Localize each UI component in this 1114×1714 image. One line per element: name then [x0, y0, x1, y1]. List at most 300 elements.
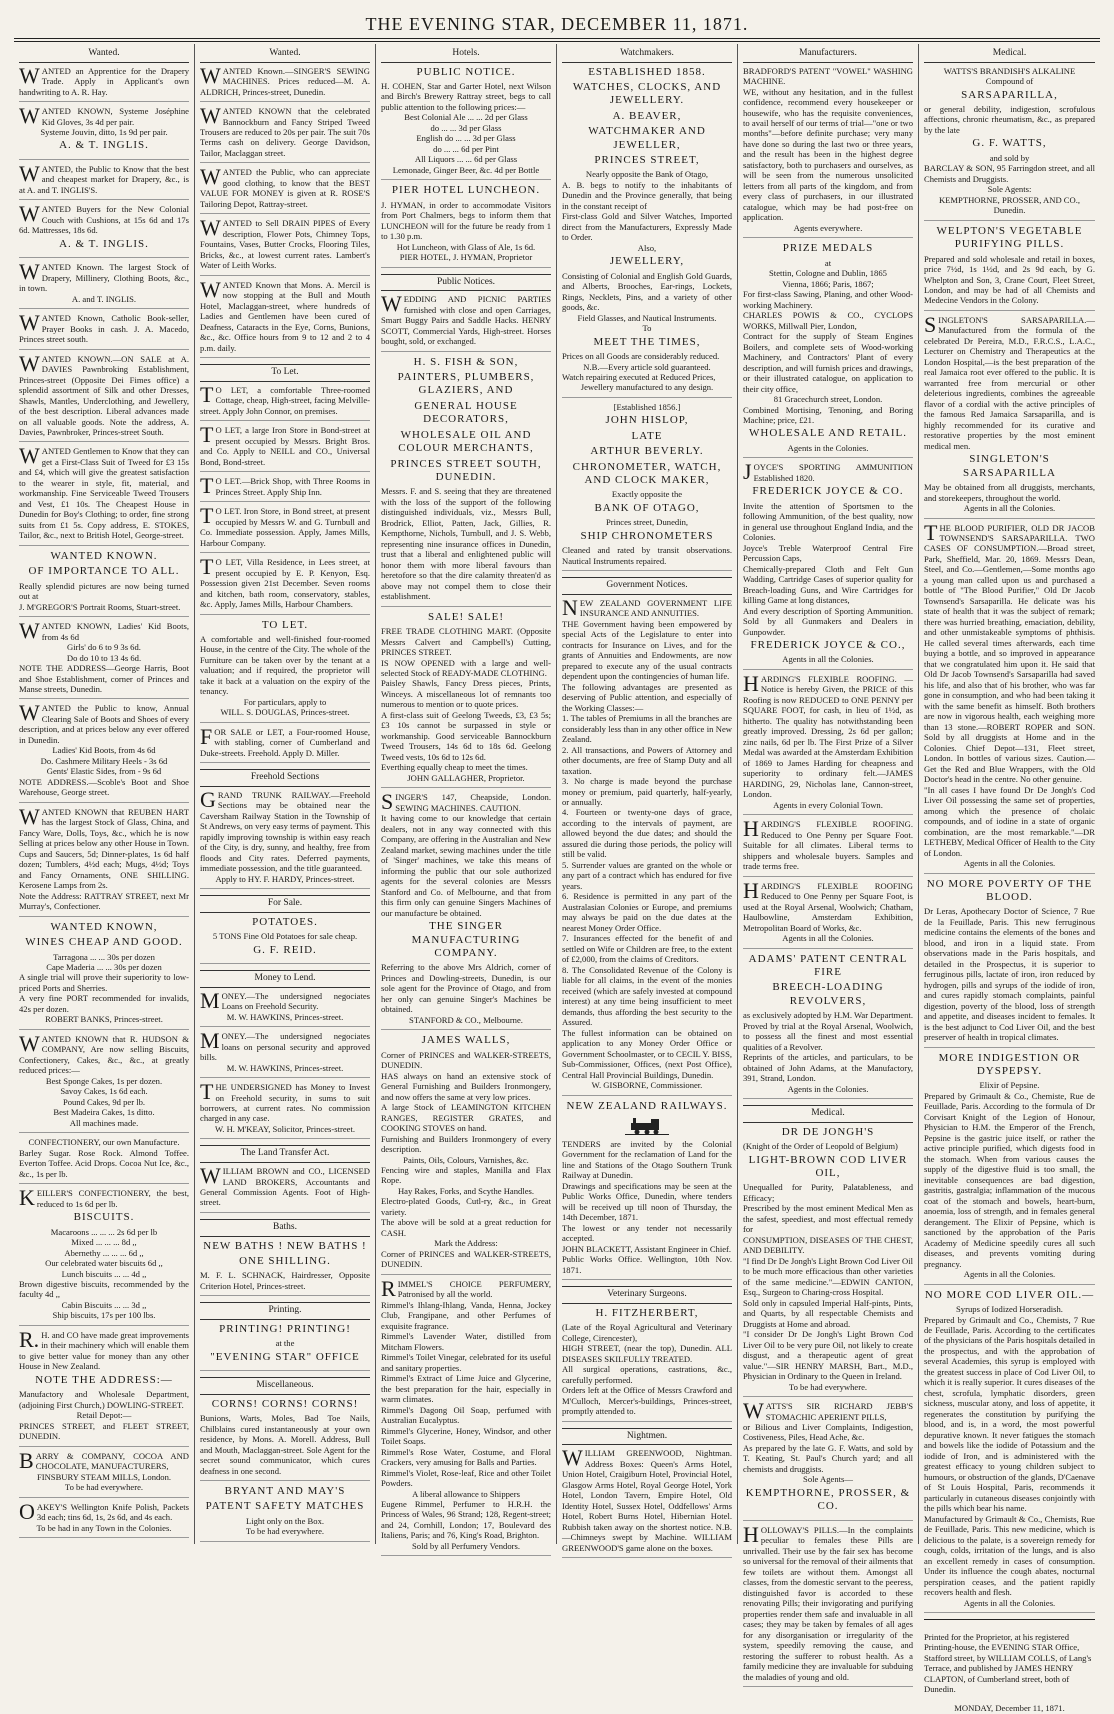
advertisement [381, 1034, 551, 1275]
advertisement [200, 1028, 370, 1078]
advertisement-lead: NEW ZEALAND GOVERNMENT LIFE INSURANCE AND ANNUITIES. [562, 594, 732, 620]
advertisement-line: PRINCES STREET, [594, 154, 700, 167]
advertisement-line: 5 TONS Fine Old Potatoes for sale cheap. [212, 931, 358, 942]
advertisement-line: WATCHES, CLOCKS, AND JEWELLERY. [572, 80, 722, 107]
advertisement-line: First-class Gold and Silver Watches, Imported direct from the Manufacturers, Expressly Made to Order. [562, 211, 732, 243]
advertisement [381, 184, 551, 267]
advertisement-lead: WANTED to Sell DRAIN PIPES of Every description, Flower Pots, Chimney Tops, Fountains, Vases, Butter Crocks, Flooring Tiles, Bricks, &c., at lowest current rates. Lambert's Water of Leith Works. [200, 215, 370, 271]
advertisement-lead: H. FITZHERBERT, [595, 1306, 699, 1319]
advertisement-lead: BRYANT AND MAY'S [224, 1485, 346, 1498]
advertisement-line: Agents in all the Colonies. [782, 654, 874, 665]
section-heading: For Sale. [200, 895, 370, 913]
advertisement-line: 2. All transactions, and Powers of Attorney and other documents, are free of Stamp Duty and all taxation. [562, 744, 732, 776]
advertisement-lead: NEW BATHS ! NEW BATHS ! [203, 1239, 367, 1252]
advertisement-line: Nearly opposite the Bank of Otago, [585, 169, 709, 180]
advertisement-lead: WANTED KNOWN, [50, 920, 158, 933]
advertisement-line: FREDERICK JOYCE & CO. [752, 485, 904, 498]
advertisement-line: ONE SHILLING. [239, 1254, 331, 1267]
advertisement-line: Mark the Address: [434, 1238, 498, 1249]
advertisement-line: A large Stock of LEAMINGTON KITCHEN RANGES, REGISTER GRATES, and COOKING STOVES on hand. [381, 1102, 551, 1134]
advertisement-lead: WANTED Gentlemen to Know that they can get a First-Class Suit of Tweed for £3 15s and £4, which will give the greatest satisfaction to the wearer in style, fit, material, and workmanship. Fine Serviceable Tweed Trousers and Vest, £1 10s. The Cheapest House in Dunedin for Boy's Clothing; to order, fine strong suits from £1 5s. Copy address, E. STOKES, Tailor, &c., next to British Hotel, George-street. [19, 443, 189, 541]
advertisement-lead: WANTED Known that Mons. A. Mercil is now stopping at the Bull and Mouth Hotel, Maclaggan-street, where hundreds of Ladies and Gentlemen have been cured of Deafness, Cataracts in the Eye, Corns, Bunions, &c., &c. Office hours from 9 to 12 and 2 to 4 p.m. daily. [200, 276, 370, 353]
advertisement-line: Mixed ... ... ... 8d ,, [71, 1237, 137, 1248]
advertisement-lead: NO MORE POVERTY OF THE BLOOD. [926, 877, 1093, 903]
advertisement-line: Ship biscuits, 17s per 100 lbs. [52, 1310, 156, 1321]
advertisement [19, 803, 189, 917]
advertisement-line: Consisting of Colonial and English Gold Guards, and Alberts, Brooches, Ear-rings, Lockets, Rings, Necklets, Pins, and a variety of other goods, &c. [562, 270, 732, 313]
advertisement-line: Corner of PRINCES and WALKER-STREETS, DUNEDIN. [381, 1049, 551, 1071]
advertisement-line: Hot Luncheon, with Glass of Ale, 1s 6d. [396, 241, 536, 252]
section-heading: Freehold Sections [200, 769, 370, 787]
advertisement-lead: WANTED KNOWN.—ON SALE at A. DAVIES Pawnbroking Establishment, Princes-street (Opposite Dei Fimes office) a splendid assortment of Silk and other Dresses, Shawls, Mantles, Underclothing, and Jewellery, of the best description. Liberal advances made on all valuable goods. Note the address, A. Davies, Pawnbroker, Princes-street South. [19, 350, 189, 437]
advertisement [381, 66, 551, 181]
advertisement-line: THE Government having been empowered by special Acts of the Legislature to enter into contracts for Insurance on Lives, and for the grants of Annuities and Endowments, are now prepared to execute any of the usual contracts dependent upon the contingencies of human life. [562, 618, 732, 682]
advertisement-line: NOTE THE ADDRESS—George Harris, Boot and Shoe Establishment, corner of Princes and Manse streets, Dunedin. [19, 663, 189, 694]
advertisement [381, 611, 551, 789]
advertisement-lead: HARDING'S FLEXIBLE ROOFING. —Notice is hereby Given, the PRICE of this Roofing is now REDUCED to ONE PENNY per SQUARE FOOT, for cash, in lieu of 1½d, as hitherto. The quality has notwithstanding been greatly improved. Dressing, 2s 6d per gallon; zinc nails, 6d per lb. The First Prize of a Silver Medal was awarded at the Amsterdam Exhibition of 1869 to James Harding for cheapness and superiority to ordinary felt.—JAMES HARDING, 29, Nicholas lane, Cannon-street, London. [743, 670, 913, 800]
advertisement-line: at the [275, 1338, 295, 1349]
masthead-rule-secondary [14, 41, 1100, 42]
section-heading: Wanted. [200, 48, 370, 63]
advertisement-line: G. F. REID. [253, 943, 317, 956]
advertisement-line: For first-class Sawing, Planing, and other Wood-working Machinery. [743, 289, 913, 310]
advertisement [200, 1240, 370, 1297]
advertisement-lead: GRAND TRUNK RAILWAY.—Freehold Sections may be obtained near the Caversham Railway Station in the Township of St Andrews, on very easy terms of payment. This rapidly improving township is within easy reach of the City, is dry, sunny, and healthy, free from floods and City rates. Deferred payments, immediate possession, and the title guaranteed. [200, 786, 370, 874]
advertisement-line: LATE [631, 429, 663, 442]
advertisement-line: (Late of the Royal Agricultural and Veterinary College, Cirencester), [562, 1322, 732, 1343]
advertisement-lead: CORNS! CORNS! CORNS! [211, 1397, 359, 1410]
advertisement-line: 81 Gracechurch street, London. [773, 394, 883, 405]
advertisement-line: M. W. HAWKINS, Princes-street. [226, 1062, 344, 1073]
advertisement-line: BISCUITS. [73, 1211, 135, 1224]
advertisement [200, 554, 370, 614]
advertisement-line: Everthing equally cheap to meet the times. [381, 762, 528, 773]
advertisement-lead: HARDING'S FLEXIBLE ROOFING Reduced to One Penny per Square Foot, is used at the Royal Arsenal, Woolwich; Chatham, Haulbowline, Amsterdam Exhibition, Metropolitan Board of Works, &c. [743, 877, 913, 933]
advertisement-lead: WANTED, the Public to Know that the best and cheapest market for Drapery, &c., is at A. and T. INGLIS'S. [19, 160, 189, 195]
advertisement [924, 66, 1095, 221]
locomotive-icon [623, 1117, 671, 1135]
advertisement-line: JOHN HISLOP, [605, 414, 689, 427]
advertisement-line: WILL. S. DOUGLAS, Princes-street. [220, 707, 350, 718]
advertisement-lead: ADAMS' PATENT CENTRAL FIRE [748, 952, 908, 978]
advertisement-line: KEMPTHORNE, PROSSER, & CO. [745, 1486, 911, 1513]
advertisement-line: W. GISBORNE, Commissioner. [591, 1080, 703, 1091]
advertisement-line: Rimmel's Toilet Vinegar, celebrated for its useful and sanitary properties. [381, 1352, 551, 1373]
advertisement-line: Retail Depot:— [76, 1410, 132, 1421]
advertisement-line: Agents everywhere. [793, 222, 863, 233]
advertisement [19, 1030, 189, 1133]
advertisement [743, 242, 913, 458]
advertisement-line: Savoy Cakes, 1s 6d each. [60, 1086, 148, 1097]
section-heading: Medical. [924, 48, 1095, 63]
advertisement-lead: FOR SALE or LET, a Four-roomed House, with stabling, corner of Cumberland and Duke-streets. Freehold. Apply D. Miller. [200, 723, 370, 758]
advertisement-line: A. B. begs to notify to the inhabitants of Dunedin and the Province generally, that being in the constant receipt of [562, 179, 732, 211]
advertisement [200, 1079, 370, 1139]
advertisement-line: Tarragona ... ... 30s per dozen [53, 951, 155, 962]
advertisement-line: Syrups of Iodized Horseradish. [956, 1304, 1063, 1315]
advertisement-line: Agents in all the Colonies. [963, 1269, 1056, 1280]
advertisement [200, 723, 370, 763]
advertisement-columns [14, 44, 1100, 1714]
advertisement-line: Prepared by Grimault and Co., Chemists, 7 Rue de Feuillade, Paris. According to the certificates of the physicians of the Paris hospitals detailed in the prospectus, and with the approbation of several Academies, this syrup is employed with the greatest success in place of Cod Liver Oil, to which it is really superior. It cures diseases of the chest, scrofula, lymphatic disorders, green sickness, muscular atony, and loss of appetite, it regenerates the constitution by purifying the blood, and is, in a word, the most powerful depurative known. It never fatigues the stomach and bowels like the iodide of Potassium and the iodide of Iron, and is administered with the greatest efficacy to young children subject to humours, or obstruction of the glands, D'Caenave of St Louis Hospital, Paris, recommends it particularly in cutaneous diseases conjointly with the pills which bear his name. [924, 1314, 1095, 1514]
advertisement [200, 916, 370, 964]
advertisement [19, 921, 189, 1030]
advertisement-line: HAS always on hand an extensive stock of General Furnishing and Builders Ironmongery, and now offers the same at very low prices. [381, 1070, 551, 1102]
column-6 [919, 44, 1100, 1714]
advertisement-lead: MONEY.—The undersigned negociates Loans on Freehold Security. [200, 987, 370, 1013]
advertisement-lead: SINGLETON'S SARSAPARILLA.—Manufactured from the formula of the celebrated Dr Pereira, M.D., F.R.C.S., L.A.C., Lecturer on Chemistry and Therapeutics at the London Hospital,—is the best preparation of the real Jamaica root ever offered to the public. It is warranted free from mercurial or other deleterious ingredients, combines the agreeable flavor of a cordial with the active principles of the famous Red Jamaica Sarsaparilla, and is highly recommended for its curative and restorative properties by the most eminent medical men. [924, 311, 1095, 451]
advertisement-line: A first-class suit of Geelong Tweeds, £3, £3 5s; £3 10s cannot be surpassed in style or workmanship. Good serviceable Bannockburn Tweed Trousers, 14s 6d to 18s 6d. Geelong Tweed vests, 10s 6d to 12s 6d. [381, 709, 551, 762]
advertisement-lead: WANTED KNOWN, Ladies' Kid Boots, from 4s 6d [19, 618, 189, 644]
advertisement [200, 276, 370, 358]
advertisement-line: Manufactory and Wholesale Department, (adjoining First Church,) DOWLING-STREET. [19, 1389, 189, 1410]
advertisement-line: Do. Cashmere Military Heels - 3s 6d [40, 755, 168, 766]
advertisement-line: Cape Maderia ... ... 30s per dozen [46, 961, 162, 972]
advertisement-line: W. H. M'KEAY, Solicitor, Princes-street. [214, 1123, 356, 1134]
advertisement-lead: KEILLER'S CONFECTIONERY, the best, reduced to 1s 6d per lb. [19, 1185, 189, 1211]
advertisement [19, 1137, 189, 1184]
advertisement-line: SARSAPARILLA, [961, 88, 1058, 101]
advertisement [19, 62, 189, 102]
advertisement-line: SHIP CHRONOMETERS [580, 529, 714, 542]
advertisement-lead: TO LET. [261, 618, 309, 631]
advertisement-line: "EVENING STAR" OFFICE [210, 1350, 360, 1363]
section-heading: Veterinary Surgeons. [562, 1286, 732, 1304]
advertisement-line: at [824, 257, 832, 268]
column-3 [376, 44, 557, 1551]
advertisement [200, 215, 370, 275]
advertisement [19, 350, 189, 443]
advertisement-line: BREECH-LOADING REVOLVERS, [772, 981, 884, 1007]
section-heading: The Land Transfer Act. [200, 1145, 370, 1163]
advertisement-line: Sole Agents: [987, 184, 1032, 195]
advertisement-line: GENERAL HOUSE DECORATORS, [414, 399, 518, 426]
advertisement-line: Apply to HY. F. HARDY, Princes-street. [215, 873, 355, 884]
advertisement [924, 1052, 1095, 1285]
advertisement-line: A liberal allowance to Shippers [412, 1488, 520, 1499]
section-heading: Watchmakers. [562, 48, 732, 63]
advertisement-line: Paisley Shawls, Fancy Dress pieces, Prints, Winceys. A miscellaneous lot of remnants too numerous to mention or to quote prices. [381, 678, 551, 710]
advertisement [743, 459, 913, 670]
advertisement-lead: WANTED KNOWN that R. HUDSON & COMPANY, Are now selling Biscuits, Confectionery, Cakes, &c., &c., at greatly reduced prices:— [19, 1030, 189, 1076]
advertisement-lead: TO LET.—Brick Shop, with Three Rooms in Princes Street. Apply Ship Inn. [200, 473, 370, 499]
advertisement-line: Agents in the Colonies. [787, 442, 869, 453]
advertisement-lead: DR DE JONGH'S [781, 1125, 875, 1138]
advertisement-line: Paints, Oils, Colours, Varnishes, &c. [403, 1154, 529, 1165]
advertisement-line: do ... ... 3d per Glass [430, 122, 502, 133]
advertisement-line: Prescribed by the most eminent Medical Men as the safest, speediest, and most effectual remedy for [743, 1203, 913, 1235]
advertisement-lead: H. S. FISH & SON, [413, 355, 519, 368]
advertisement-lead: JAMES WALLS, [421, 1034, 511, 1047]
advertisement-line: Rimmel's Dagong Oil Soap, perfumed with Australian Eucalyptus. [381, 1404, 551, 1426]
advertisement-line: as exclusively adopted by H.M. War Department. Proved by trial at the Royal Arsenal, Woolwich, to possess all the finest and most essential qualities of a Revolver. [743, 1010, 913, 1052]
advertisement-line: PRINCES STREET SOUTH, DUNEDIN. [390, 457, 542, 483]
advertisement-lead: WELPTON'S VEGETABLE PURIFYING PILLS. [936, 224, 1083, 251]
advertisement-line: JOHN GALLAGHER, Proprietor. [407, 772, 525, 783]
advertisement-line: Our celebrated water biscuits 6d ,, [45, 1258, 163, 1269]
advertisement-lead: WEDDING AND PICNIC PARTIES furnished with close and open Carriages, Smart Buggy Pairs and Saddle Hacks. HENRY SCOTT, Commercial Yards, High-street. Horses bought, sold, or exchanged. [381, 291, 551, 347]
advertisement-line: As prepared by the late G. F. Watts, and sold by T. Keating, St. Paul's Church yard; and all chemists and druggists. [743, 1442, 913, 1474]
advertisement-line: Orders left at the Office of Messrs Crawford and M'Culloch, Mercer's-buildings, Princes-street, promptly attended to. [562, 1385, 732, 1417]
advertisement-line: J. M'GREGOR'S Portrait Rooms, Stuart-street. [19, 601, 181, 612]
section-heading: Government Notices. [562, 577, 732, 595]
advertisement-line: do ... ... 6d per Pint [433, 143, 499, 154]
advertisement-line: Macaroons ... ... ... 2s 6d per lb [50, 1226, 158, 1237]
advertisement [200, 381, 370, 421]
advertisement-line: Watch repairing executed at Reduced Prices, [562, 371, 716, 382]
advertisement [19, 618, 189, 699]
advertisement-line: Do do 10 to 13 4s 6d. [66, 652, 142, 663]
advertisement [19, 201, 189, 258]
advertisement-line: Really splendid pictures are now being turned out at [19, 580, 189, 602]
column-1 [14, 44, 195, 1544]
advertisement [743, 1126, 913, 1397]
advertisement-line: English do ... ... 3d per Glass [416, 133, 516, 144]
advertisement-line: Cleaned and rated by transit observations. Nautical Instruments repaired. [562, 545, 732, 566]
advertisement-line: or general debility, indigestion, scrofulous affections, chronic rheumatism, &c., as prepared by the late [924, 103, 1095, 135]
newspaper-masthead: THE EVENING STAR, DECEMBER 11, 1871. [365, 14, 749, 34]
advertisement-line: Corner of PRINCES and WALKER-STREETS, DUNEDIN. [381, 1248, 551, 1270]
advertisement-line: M. W. HAWKINS, Princes-street. [226, 1011, 344, 1022]
advertisement-lead: RIMMEL'S CHOICE PERFUMERY, Patronised by all the world. [381, 1275, 551, 1301]
advertisement [381, 291, 551, 351]
advertisement-line: The following advantages are presented as deserving of Public attention, and especially of the Working Classes:— [562, 681, 732, 713]
advertisement-line: ARTHUR BEVERLY. [590, 445, 704, 458]
advertisement [19, 103, 189, 160]
advertisement-line: Best Colonial Ale ... ... 2d per Glass [404, 112, 528, 123]
advertisement [19, 1185, 189, 1326]
advertisement-line: PRINCES STREET, and FLEET STREET, DUNEDIN. [19, 1420, 189, 1442]
advertisement-line: Field Glasses, and Nautical Instruments. [577, 312, 717, 323]
advertisement-line: For particulars, apply to [243, 696, 327, 707]
advertisement-lead: WANTED Known, Catholic Book-seller, Prayer Books in cash. J. A. Macedo, Princes street south. [19, 310, 189, 345]
advertisement-line: Contract for the supply of Steam Engines Boilers, and complete sets of Wood-working Machinery, and Contractors' Plant of every description, and will furnish prices and drawings, or their illustrated catalogue, on application to their city office, [743, 331, 913, 394]
advertisement [381, 1275, 551, 1557]
advertisement-line: STANFORD & CO., Melbourne. [409, 1014, 523, 1025]
advertisement-lead: WILLIAM BROWN and CO., LICENSED LAND BROKERS, Accountants and General Commission Agents. Foot of High-street. [200, 1163, 370, 1208]
advertisement-line: 7. Insurances effected for the benefit of and settled on Wife or Children are free, to the extent of £2,000, from the claims of Creditors. [562, 933, 732, 965]
advertisement [743, 816, 913, 876]
advertisement [924, 878, 1095, 1048]
advertisement-line: WHOLESALE OIL AND COLOUR MERCHANTS, [398, 428, 534, 455]
advertisement [200, 1485, 370, 1542]
advertisement [19, 1326, 189, 1447]
advertisement-line: Referring to the above Mrs Aldrich, corner of Princes and Dowling-streets, Dunedin, is our sole agent for the Province of Otago, and from her only can genuine Singer's Machines be obtained. [381, 962, 551, 1015]
advertisement-line: Fencing wire and staples, Manilla and Flax Rope. [381, 1164, 551, 1186]
advertisement-line: N.B.—Every article sold guaranteed. [583, 361, 711, 372]
advertisement-line: May be obtained from all druggists, merchants, and storekeepers, throughout the world. [924, 482, 1095, 503]
advertisement-lead: PUBLIC NOTICE. [416, 65, 516, 78]
advertisement-lead: WANTED KNOWN. [50, 549, 158, 562]
advertisement-line: FREDERICK JOYCE & CO., [750, 639, 906, 652]
advertisement [562, 1307, 732, 1422]
advertisement-line: Stettin, Cologne and Dublin, 1865 [769, 268, 887, 279]
advertisement-line: MEET THE TIMES, [593, 335, 701, 348]
advertisement [19, 700, 189, 802]
advertisement-lead: BARRY & COMPANY, COCOA AND CHOCOLATE, MANUFACTURERS, [19, 1447, 189, 1473]
advertisement [562, 1445, 732, 1558]
advertisement [743, 1521, 913, 1687]
advertisement-lead: WANTED KNOWN that REUBEN HART has the largest Stock of Glass, China, and Fancy Ware, Dolls, Toys, &c., which he is now Selling at prices below any other House in Town. Cups and Saucers, 5d; Dinner-plates, 1s 6d half dozen; Tumblers, 4½d each; Mugs, 4½d; Toys and Fancy Ornaments, ONE SHILLING. Kerosene Lamps from 2s. [19, 803, 189, 891]
advertisement-line: Agents in every Colonial Town. [773, 799, 883, 810]
advertisement-lead: WANTED the Public, who can appreciate good clothing, to know that the BEST VALUE FOR MONEY is given at R. ROSE'S Tailoring Depot, Rattray-street. [200, 164, 370, 209]
advertisement-lead: THE BLOOD PURIFIER, OLD DR JACOB TOWNSEND'S SARSAPARILLA. TWO CASES OF CONSUMPTION.—Broad street, Park, Sheffield, Mar. 20, 1869. Messrs Dean, Steel, and Co.—Gentlemen,—Some months ago a young man called upon us and purchased a bottle of "The Blood Purifier," Old Dr Jacob Townsend's Sarsaparilla. He delicate was his state of health that it was the subject of remark; there was hurried breathing, emaciation, debility, and other unmistakeable symptoms of phthisis. He called several times afterwards, each time buying a bottle, and so improved in appearance that we congratulated him upon it. He said that Old Dr Jacob Townsend's Sarsaparilla had saved his life, and also that of his brother, who was far gone in consumption, and who had been taking it with the same benefit as himself. Both brothers are now in vigorous health, each weighing more than 13 stone.—ROBERT ROPER and SON. Sold by all druggists at Home and in the Colonies. Chief Depot—131, Fleet street, London. In bottles of various sizes. Caution.—Get the Red and Blue Wrappers, with the Old Doctor's head in the centre. No other genuine. [924, 519, 1095, 785]
advertisement-line: Hay Rakes, Forks, and Scythe Handles. [397, 1185, 535, 1196]
advertisement-lead: JOYCE'S SPORTING AMMUNITION Established 1820. [743, 459, 913, 485]
advertisement-line: A very fine PORT recommended for invalids, 42s per dozen. [19, 993, 189, 1014]
advertisement-lead: PIER HOTEL LUNCHEON. [391, 184, 541, 197]
advertisement-line: WHOLESALE AND RETAIL. [749, 427, 907, 440]
advertisement-line: Furnishing and Builders Ironmongery of every description. [381, 1133, 551, 1155]
advertisement-line: Sole Agents— [803, 1474, 853, 1485]
advertisement-lead: TO LET, Villa Residence, in Lees street, at present occupied by E. P. Kenyon, Esq. Possession given 21st December. Seven rooms and kitchen, bath room, conservatory, stables, &c. Apply, James Mills, Harbour Chambers. [200, 554, 370, 610]
advertisement-line: WATCHMAKER AND JEWELLER, [588, 125, 706, 151]
advertisement-line: NOTE ADDRESS.—Scoble's Boot and Shoe Warehouse, George street. [19, 776, 189, 798]
advertisement [19, 259, 189, 309]
advertisement-line: Manufactured by Grimault & Co., Chemists, Rue de Feuillade, Paris. This new medicine, which is delicious to the palate, is a sovereign remedy for cough, colds, irritation of the lungs, and is also an excellent remedy in cases of consumption. Under its influence the cough abates, nocturnal perspiration ceases, and the patient rapidly recovers health and flesh. [924, 1513, 1095, 1598]
advertisement-line: Note the Address: RATTRAY STREET, next Mr Murray's, Confectioner. [19, 890, 189, 912]
advertisement-line: Electro-plated Goods, Cutl-ry, &c., in Great variety. [381, 1196, 551, 1217]
advertisement-line: Brown digestive biscuits, recommended by the faculty 4d ,, [19, 1278, 189, 1300]
advertisement-line: A single trial will prove their superiority to low-priced Ports and Sherries. [19, 972, 189, 993]
advertisement [19, 1447, 189, 1498]
advertisement-line: 1. The tables of Premiums in all the branches are considerably less than in any other office in New Zealand. [562, 713, 732, 745]
section-heading: To Let. [200, 364, 370, 382]
advertisement-line: JOHN BLACKETT, Assistant Engineer in Chief. [562, 1243, 732, 1254]
advertisement-line: A. & T. INGLIS. [59, 237, 149, 250]
advertisement [562, 1100, 732, 1281]
advertisement-line: Agents in all the Colonies. [782, 933, 874, 944]
advertisement-lead: WANTED KNOWN, Systeme Joséphine Kid Gloves, 3s 4d per pair. [19, 103, 189, 129]
advertisement [200, 473, 370, 502]
advertisement-line: The above will be sold at a great reduction for CASH. [381, 1217, 551, 1238]
advertisement-line: WINES CHEAP AND GOOD. [25, 936, 183, 949]
advertisement-line: The lowest or any tender not necessarily accepted. [562, 1222, 732, 1244]
advertisement-line: To be had everywhere. [64, 1482, 144, 1493]
advertisement [924, 519, 1095, 874]
advertisement-lead: WANTED the Public to know, Annual Clearing Sale of Boots and Shoes of every description, and at prices below any ever offered in Dunedin. [19, 700, 189, 745]
section-heading: Miscellaneous. [200, 1377, 370, 1395]
section-heading: Printing. [200, 1302, 370, 1320]
advertisement-line: "I consider Dr De Jongh's Light Brown Cod Liver Oil to be very pure Oil, not likely to create disgust, and a therapeutic agent of great value."—SIR HENRY MARSH, Bart., M.D., Physician in Ordinary to the Queen in Ireland. [743, 1329, 913, 1382]
advertisement-line: Chemically-prepared Cloth and Felt Gun Wadding, Cartridge Cases of superior quality for Breach-loading Guns, and Wire Cartridges for killing Game at long distances, [743, 563, 913, 606]
advertisement [562, 594, 733, 1096]
column-5 [738, 44, 919, 1682]
advertisement-line: Princes street, Dunedin, [605, 517, 689, 528]
advertisement-line: All Liquors ... ... 6d per Glass [414, 154, 518, 165]
advertisement-line: A comfortable and well-finished four-roomed House, in the centre of the City. The whole of the Furniture can be taken over by the tenant at a valuation; and if required, the proprietor will take it back at a valuation on the expiry of the tenancy. [200, 633, 370, 697]
advertisement-line: Abernethy ... ... ... 6d ,, [64, 1247, 144, 1258]
advertisement-lead: MONEY.—The undersigned negociates loans on personal security and approved bills. [200, 1028, 370, 1063]
advertisement-line: Rimmel's Glycerine, Honey, Windsor, and other Toilet Soaps. [381, 1425, 551, 1447]
advertisement [200, 422, 370, 472]
advertisement-line: Cabin Biscuits ... ... 3d ,, [61, 1299, 147, 1310]
advertisement-lead: CONFECTIONERY, our own Manufacture. [28, 1137, 180, 1148]
advertisement-line: It having come to our knowledge that certain dealers, not in any way connected with this Company, are offering in the Australian and New Zealand market, sewing machines under the title of 'Singer' machines, we take this means of informing the public that our sole authorized agents for the several colonies are Messrs Stanford and Co. of Melbourne, and that from this firm only can genuine Singers Machines of our manufacture be obtained. [381, 813, 551, 918]
advertisement-line: Prices on all Goods are considerably reduced. [562, 351, 720, 362]
advertisement-line: 5. Surrender values are granted on the whole or any part of a contract which has endured for five years. [562, 859, 732, 891]
advertisement [19, 443, 189, 545]
advertisement-lead: MORE INDIGESTION OR DYSPEPSY. [938, 1051, 1081, 1078]
advertisement-line: Bunions, Warts, Moles, Bad Toe Nails, Chilblains cured instantaneously at your own residence, by Mons. A. Morell. Address, Bull and Mouth, Maclaggan-street. Sole Agent for the secret sound communicator, which cures deafness in one second. [200, 1413, 370, 1476]
advertisement-line: H. COHEN, Star and Garter Hotel, next Wilson and Birch's Brewery Rattray street, begs to call public attention to the following prices:— [381, 80, 551, 112]
advertisement-line: 4. Fourteen or twenty-one days of grace, according to the intervals of payment, are allowed beyond the due dates; and should the assured die during those periods, the policy will still be valid. [562, 807, 732, 860]
advertisement-line: Lunch biscuits ... ... 4d ,, [61, 1268, 147, 1279]
advertisement [200, 62, 370, 102]
advertisement [200, 619, 370, 723]
advertisement-line: TENDERS are invited by the Colonial Government for the reclamation of Land for the line and Stations of the Otago Southern Trunk Railway at Dunedin. [562, 1138, 732, 1181]
advertisement-line: Systeme Jouvin, ditto, 1s 9d per pair. [40, 127, 168, 137]
advertisement [19, 310, 189, 349]
section-heading: Public Notices. [381, 274, 551, 292]
advertisement-line: Elixir of Pepsine. [979, 1080, 1040, 1091]
advertisement-line: PATENT SAFETY MATCHES [205, 1500, 365, 1513]
advertisement-line: CHARLES POWIS & CO., CYCLOPS WORKS, Millwall Pier, London, [743, 310, 913, 331]
advertisement-line: THE SINGER MANUFACTURING COMPANY. [411, 920, 521, 959]
advertisement-line: or Bilious and Liver Complaints, Indigestion, Costiveness, Piles, Head Ache, &c. [743, 1422, 913, 1443]
section-heading: Nightmen. [562, 1428, 732, 1446]
advertisement-line: and sold by [989, 152, 1030, 163]
advertisement-line: FINSBURY STEAM MILLS, London. [36, 1471, 172, 1482]
advertisement [924, 1289, 1095, 1613]
advertisement-line: Invite the attention of Sportsmen to the following Ammunition, of the best quality, now in general use throughout England India, and the Colonies. [743, 500, 913, 543]
advertisement [200, 987, 370, 1027]
advertisement [743, 877, 913, 949]
section-heading: Baths. [200, 1219, 370, 1237]
advertisement-line: 3. No charge is made beyond the purchase money or premium, paid quarterly, half-yearly, or annually. [562, 776, 732, 807]
advertisement-line: Sold only in capsuled Imperial Half-pints, Pints, and Quarts, by all respectable Chemists and Druggists at Home and abroad. [743, 1297, 913, 1329]
advertisement-line: Rimmel's Violet, Rose-leaf, Rice and other Toilet Powders. [381, 1467, 551, 1489]
advertisement [200, 1398, 370, 1481]
advertisement [924, 225, 1095, 311]
advertisement-line: Messrs. F. and S. seeing that they are threatened with the loss of the support of the following distinguished individuals, viz., Messrs Bull, Brodrick, Elliot, Patten, Jack, Gillies, R. Kempthorne, Nichols, Turnbull, and J. S. Webb, representing nine insurance offices in Dunedin, trust that a liberal and enlightened public will honor them with more liberal favours than heretofore so that the dire calamity threaten'd as above may not compel them to close their establishment. [381, 486, 551, 602]
advertisement-line: To be had everywhere. [788, 1381, 868, 1392]
advertisement-lead: BRADFORD'S PATENT "VOWEL" WASHING MACHINE. [743, 65, 913, 87]
advertisement-line: Gents' Elastic Sides, from - 9s 6d [46, 766, 162, 777]
advertisement-line: KEMPTHORNE, PROSSER, AND CO., Dunedin. [938, 194, 1081, 216]
advertisement-line: 6. Residence is permitted in any part of the Australasian Colonies or Europe, and premiums may always be paid on the due dates at the nearest Money Order Office. [562, 891, 732, 933]
advertisement [200, 503, 370, 553]
advertisement-lead: HOLLOWAY'S PILLS.—In the complaints peculiar to females these Pills are unrivalled. Their use by the fair sex has become so universal for the removal of their ailments that few toilets are without them. Amongst all classes, from the domestic servant to the peeress, distinguished favor is accorded to these renovating Pills; their invigorating and purifying properties render them safe and invaluable in all cases; they may be taken by females of all ages for any disorganisation or irregularity of the system, speedily removing the cause, and restoring the sufferer to robust health. As a family medicine they are invaluable for subduing the maladies of young and old. [743, 1521, 913, 1682]
imprint-footer [924, 1619, 1095, 1714]
advertisement [562, 66, 732, 398]
advertisement [200, 1323, 370, 1371]
advertisement [743, 1398, 913, 1521]
advertisement-line: A. and T. INGLIS. [71, 293, 137, 304]
advertisement-line: FREE TRADE CLOTHING MART. (Opposite Messrs Calvert and Campbell's) Cutting, PRINCES STREET. [381, 626, 551, 658]
advertisement-lead: THE UNDERSIGNED has Money to Invest on Freehold security, in sums to suit borrowers, at current rates. No commission charged in any case. [200, 1079, 370, 1124]
advertisement [924, 311, 1095, 519]
advertisement-line: To be had everywhere. [245, 1526, 325, 1537]
advertisement-lead: SALE! SALE! [427, 610, 505, 623]
advertisement-line: Agents in all the Colonies. [963, 1597, 1056, 1608]
advertisement-line: Rimmel's Extract of Lime Juice and Glycerine, the best preparation for the hair, especially in warm climates. [381, 1373, 551, 1405]
advertisement-line: (Knight of the Order of Leopold of Belgium) [743, 1141, 898, 1152]
advertisement [200, 164, 370, 214]
advertisement-lead: WATTS'S BRANDISH'S ALKALINE Compound of [943, 65, 1076, 87]
advertisement-line: A. BEAVER, [612, 109, 682, 122]
advertisement-lead: ESTABLISHED 1858. [588, 65, 706, 78]
advertisement-lead: NEW ZEALAND RAILWAYS. [566, 1099, 728, 1112]
advertisement-line: WE, without any hesitation, and in the fullest confidence, recommend every housekeeper or housewife, who has the requisite conveniences, to avail herself of our terms of trial—"one or two months"—before definite purchase; very many have done so during the last two or three years, and the result has been in the highest degree satisfactory, both to purchasers and ourselves, as will be seen from the numerous unsolicited letters from all parts of the kingdom, and from every class of purchasers, in our illustrated catalogue, which may be had post-free on application. [743, 86, 913, 223]
section-heading: Manufacturers. [743, 48, 913, 63]
advertisement-line: G. F. WATTS, [972, 137, 1047, 150]
advertisement-line: The fullest information can be obtained on application to any Money Order Office or Government Schoolmaster, or to CECIL Y. BISS, Sub-Commissioner, Offices, (next Post Office), Central Hall Provincial Buildings, Dunedin. [562, 1027, 733, 1080]
advertisement [200, 786, 370, 889]
advertisement-line: J. HYMAN, in order to accommodate Visitors from Port Chalmers, begs to inform them that LUNCHEON will for the future be ready from 1 to 1.30 p.m. [381, 199, 551, 242]
advertisement-lead: WATTS'S SIR RICHARD JEBB'S STOMACHIC APERIENT PILLS, [743, 1398, 913, 1424]
advertisement-line: Sold by all Perfumery Vendors. [412, 1540, 520, 1551]
